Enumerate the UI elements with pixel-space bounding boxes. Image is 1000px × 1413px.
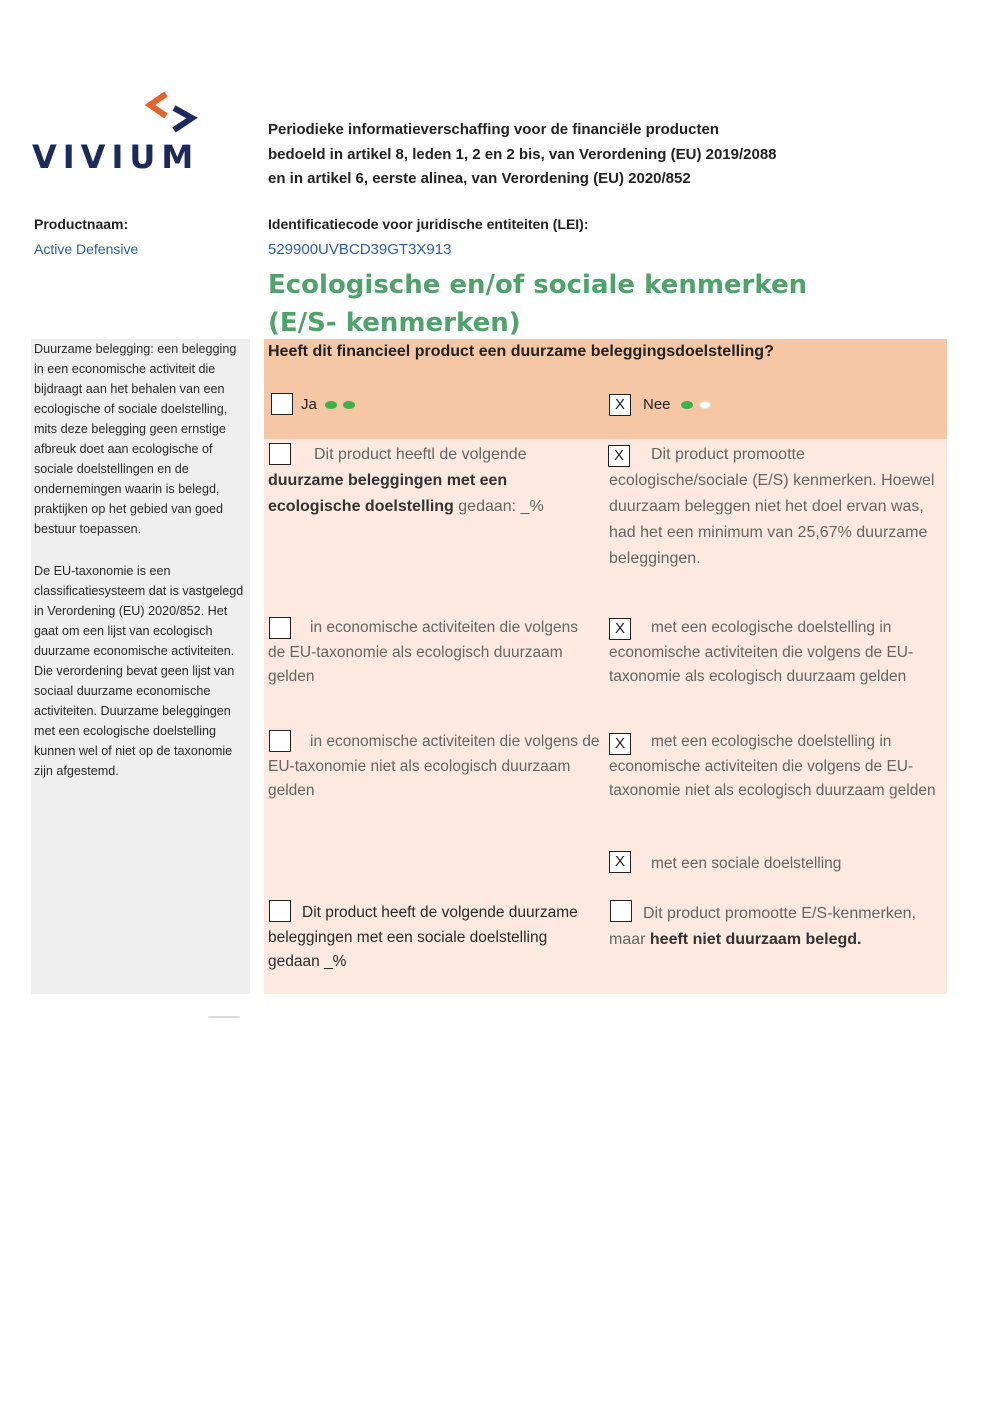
promoted-es-characteristics-text: Dit product promootte ecologische/sociale (E/S) kenmerken. Hoewel duurzaam beleggen niet het doel ervan was, had het een minimum van 25,67% duurzame beleggingen. [609, 446, 935, 567]
not-taxonomy-aligned-text: in economische activiteiten die volgens de EU-taxonomie niet als ecologisch duurzaam gelden [268, 733, 600, 799]
header-line-3: en in artikel 6, eerste alinea, van Verordening (EU) 2020/852 [268, 170, 691, 187]
opt1-text-a: Dit product heeftl de volgende [314, 446, 527, 463]
header-line-1: Periodieke informatieverschaffing voor de financiële producten [268, 121, 719, 138]
promoted-es-characteristics-checkbox[interactable]: X [608, 445, 630, 467]
opt5-text-a: Dit product promootte E/S-kenmerken, maar [609, 905, 917, 948]
empty-dot-icon [699, 401, 711, 409]
nee-checkbox[interactable]: X [609, 394, 631, 416]
sustainable-social-objective-text: Dit product heeft de volgende duurzame beleggingen met een sociale doelstelling gedaan _% [268, 904, 578, 970]
question-text: Heeft dit financieel product een duurzame beleggingsdoelstelling? [268, 343, 774, 360]
vivium-logo-mark [140, 90, 202, 136]
section-title [268, 266, 908, 342]
lei-value: 529900UVBCD39GT3X913 [268, 241, 452, 258]
ja-checkbox[interactable] [271, 393, 293, 415]
green-dot-icon [681, 401, 693, 409]
title-line-1: Ecologische en/of sociale kenmerken [268, 270, 808, 300]
taxonomy-aligned-text: in economische activiteiten die volgens de EU-taxonomie als ecologisch duurzaam gelden [268, 619, 578, 685]
sidebar-eu-taxonomy-definition: De EU-taxonomie is een classificatiesysteem dat is vastgelegd in Verordening (EU) 2020/852. Het gaat om een lijst van ecologisch duurzame economische activiteiten. Die verordening bevat geen lijst van sociaal duurzame economische activiteiten. Duurzame beleggingen met een ecologische doelstelling kunnen wel of niet op de taxonomie zijn afgestemd. [34, 564, 244, 778]
green-dot-icon [325, 401, 337, 409]
env-taxonomy-aligned-text: met een ecologische doelstelling in economische activiteiten die volgens de EU-taxonomie als ecologisch duurzaam gelden [609, 619, 914, 685]
sidebar-sustainable-investment-definition: Duurzame belegging: een belegging in een economische activiteit die bijdraagt aan het behalen van een ecologische of sociale doelstelling, mits deze belegging geen ernstige afbreuk doet aan ecologische of sociale doelstellingen en de ondernemingen waarin is belegd, praktijken op het gebied van goed bestuur toepassen. [34, 342, 237, 536]
env-taxonomy-aligned-checkbox[interactable]: X [609, 618, 631, 640]
divider-mark [208, 1016, 240, 1018]
opt5-text-bold: heeft niet duurzaam belegd. [649, 931, 862, 948]
env-not-taxonomy-aligned-text: met een ecologische doelstelling in economische activiteiten die volgens de EU-taxonomie niet als ecologisch duurzaam gelden [609, 733, 936, 799]
nee-label: Nee [643, 396, 671, 413]
sidebar-definitions [31, 339, 250, 994]
opt1-text-c: gedaan: _% [453, 498, 544, 515]
not-sustainably-invested-text [609, 901, 945, 953]
ja-label: Ja [301, 396, 317, 413]
opt1-text-bold: duurzame beleggingen met een ecologische doelstelling [268, 472, 508, 515]
sustainable-env-objective-text [268, 442, 588, 520]
social-objective-text: met een sociale doelstelling [651, 855, 842, 872]
title-line-2: (E/S- kenmerken) [268, 308, 521, 338]
product-name-label: Productnaam: [34, 216, 129, 232]
env-not-taxonomy-aligned-checkbox[interactable]: X [609, 733, 631, 755]
product-name-value: Active Defensive [34, 241, 139, 257]
green-dot-icon [343, 401, 355, 409]
header-line-2: bedoeld in artikel 8, leden 1, 2 en 2 bis, van Verordening (EU) 2019/2088 [268, 145, 777, 163]
lei-label: Identificatiecode voor juridische entiteiten (LEI): [268, 216, 589, 232]
social-objective-checkbox[interactable]: X [609, 851, 631, 873]
document-header [268, 118, 908, 192]
vivium-wordmark: VIVIUM [32, 138, 200, 176]
